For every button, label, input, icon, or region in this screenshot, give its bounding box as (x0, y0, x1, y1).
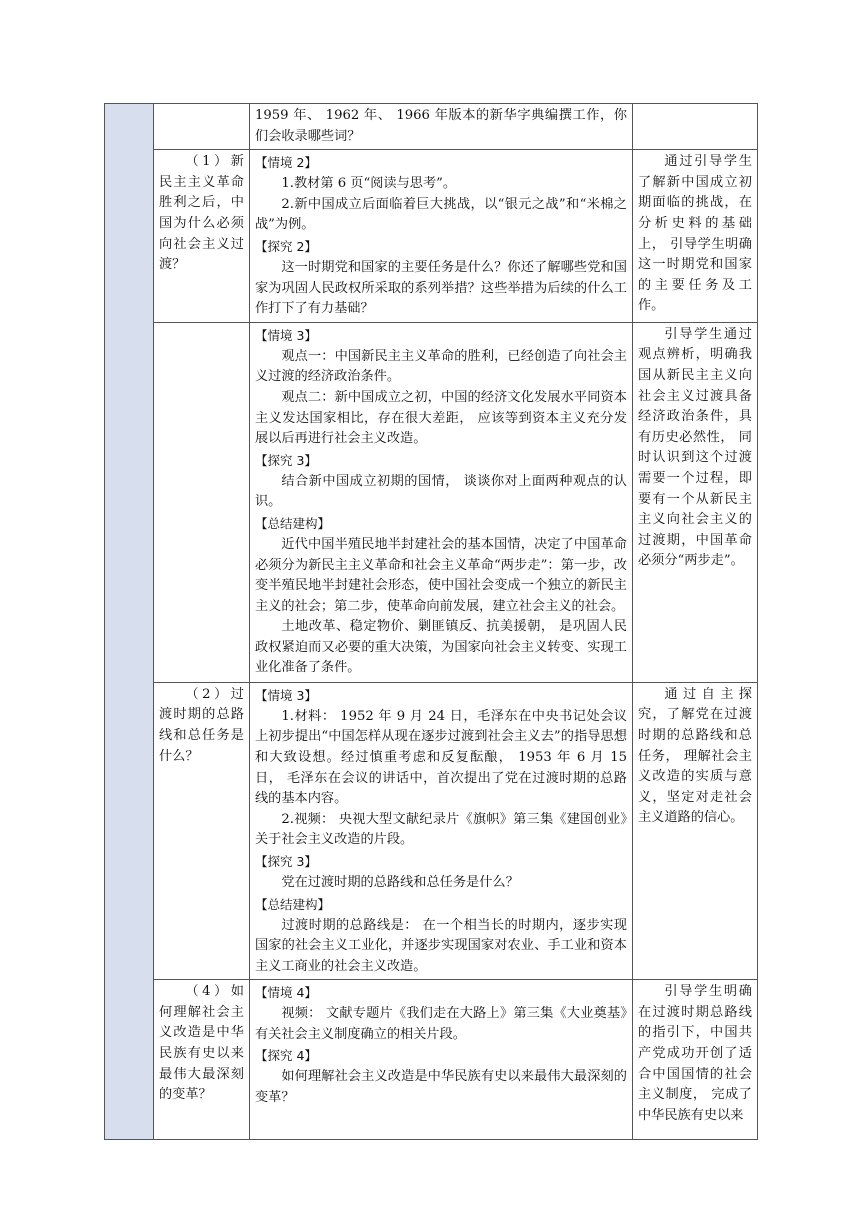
section-tag: 【情境 3】 (255, 327, 317, 343)
table-row (105, 322, 758, 682)
section-tag: 【情境 2】 (255, 155, 317, 171)
table-row (105, 980, 758, 1140)
question-cell: （2）过渡时期的总路线和总任务是什么？ (154, 682, 250, 980)
section-tag: 【探究 3】 (255, 853, 317, 869)
table-row (105, 104, 758, 150)
content-paragraph: 如何理解社会主义改造是中华民族有史以来最伟大最深刻的变革？ (255, 1069, 627, 1106)
section-tag: 【探究 4】 (255, 1048, 317, 1064)
goal-cell: 引导学生明确在过渡时期总路线的指引下，中国共产党成功开创了适合中国国情的社会主义制度， 完成了中华民族有史以来 (633, 980, 758, 1140)
goal-cell: 通过引导学生了解新中国成立初期面临的挑战，在分析史料的基础上， 引导学生明确这一时期党和国家的主要任务及工作。 (633, 150, 758, 323)
lesson-table-page (104, 103, 757, 1140)
content-cell (250, 980, 633, 1140)
content-paragraph: 这一时期党和国家的主要任务是什么？你还了解哪些党和国家为巩固人民政权所采取的系列举措？这些举措为后续的什么工作打下了有力基础？ (255, 259, 627, 317)
section-tag: 【情境 4】 (255, 985, 317, 1001)
content-paragraph: 土地改革、稳定物价、剿匪镇反、抗美援朝， 是巩固人民政权紧迫而又必要的重大决策，为国家向社会主义转变、实现工业化准备了条件。 (255, 619, 627, 676)
content-paragraph: 近代中国半殖民地半封建社会的基本国情，决定了中国革命必须分为新民主主义革命和社会主义革命“两步走”：第一步，改变半殖民地半封建社会形态，使中国社会变成一个独立的新民主主义的社会；第二步，使革命向前发展，建立社会主义的社会。 (255, 536, 627, 614)
content-paragraph: 观点二：新中国成立之初，中国的经济文化发展水平同资本主义发达国家相比，存在很大差距， 应该等到资本主义充分发展以后再进行社会主义改造。 (255, 389, 627, 447)
question-cell: （1）新民主主义革命胜利之后，中国为什么必须向社会主义过渡？ (154, 150, 250, 323)
side-column (105, 104, 154, 1140)
content-cell (250, 150, 633, 323)
section-tag: 【探究 3】 (255, 452, 317, 468)
section-tag: 【探究 2】 (255, 238, 317, 254)
content-paragraph: 1.教材第 6 页“阅读与思考”。 (281, 176, 457, 192)
content-paragraph: 2.视频： 央视大型文献纪录片《旗帜》第三集《建国创业》关于社会主义改造的片段。 (255, 811, 627, 848)
content-paragraph: 过渡时期的总路线是： 在一个相当长的时期内，逐步实现国家的社会主义工业化，并逐步实现国家对农业、手工业和资本主义工商业的社会主义改造。 (255, 917, 627, 974)
content-paragraph: 结合新中国成立初期的国情， 谈谈你对上面两种观点的认识。 (255, 473, 627, 510)
content-paragraph: 1.材料： 1952 年 9 月 24 日，毛泽东在中央书记处会议上初步提出“中国怎样从现在逐步过渡到社会主义去”的指导思想和大致设想。经过慎重考虑和反复酝酿， 1953 年 6 月 15 日， 毛泽东在会议的讲话中，首次提出了党在过渡时期的总路线的基本内容。 (255, 708, 627, 807)
content-paragraph: 观点一：中国新民主主义革命的胜利，已经创造了向社会主义过渡的经济政治条件。 (255, 348, 627, 385)
content-paragraph: 党在过渡时期的总路线和总任务是什么？ (281, 874, 519, 890)
question-cell (154, 322, 250, 682)
goal-cell: 引导学生通过观点辨析，明确我国从新民主主义向社会主义过渡具备经济政治条件，具有历史必然性， 同时认识到这个过渡需要一个过程，即要有一个从新民主主义向社会主义的过渡期，中国革命必须分“两步走”。 (633, 322, 758, 682)
goal-cell (633, 104, 758, 150)
question-cell: （4）如何理解社会主义改造是中华民族有史以来最伟大最深刻的变革？ (154, 980, 250, 1140)
content-cell (250, 322, 633, 682)
table-row (105, 150, 758, 323)
question-cell (154, 104, 250, 150)
content-paragraph: 2.新中国成立后面临着巨大挑战，以“银元之战”和“米棉之战”为例。 (255, 196, 627, 233)
content-paragraph: 1959 年、 1962 年、 1966 年版本的新华字典编撰工作，你们会收录哪些词？ (255, 108, 627, 144)
table-row (105, 682, 758, 980)
content-paragraph: 视频： 文献专题片《我们走在大路上》第三集《大业奠基》有关社会主义制度确立的相关片段。 (255, 1006, 627, 1042)
content-cell (250, 682, 633, 980)
section-tag: 【情境 3】 (255, 687, 317, 703)
section-tag: 【总结建构】 (255, 515, 331, 531)
lesson-plan-table (104, 103, 758, 1140)
content-cell (250, 104, 633, 150)
section-tag: 【总结建构】 (255, 896, 331, 912)
goal-cell: 通过自主探究，了解党在过渡时期的总路线和总任务， 理解社会主义改造的实质与意义，坚定对走社会主义道路的信心。 (633, 682, 758, 980)
